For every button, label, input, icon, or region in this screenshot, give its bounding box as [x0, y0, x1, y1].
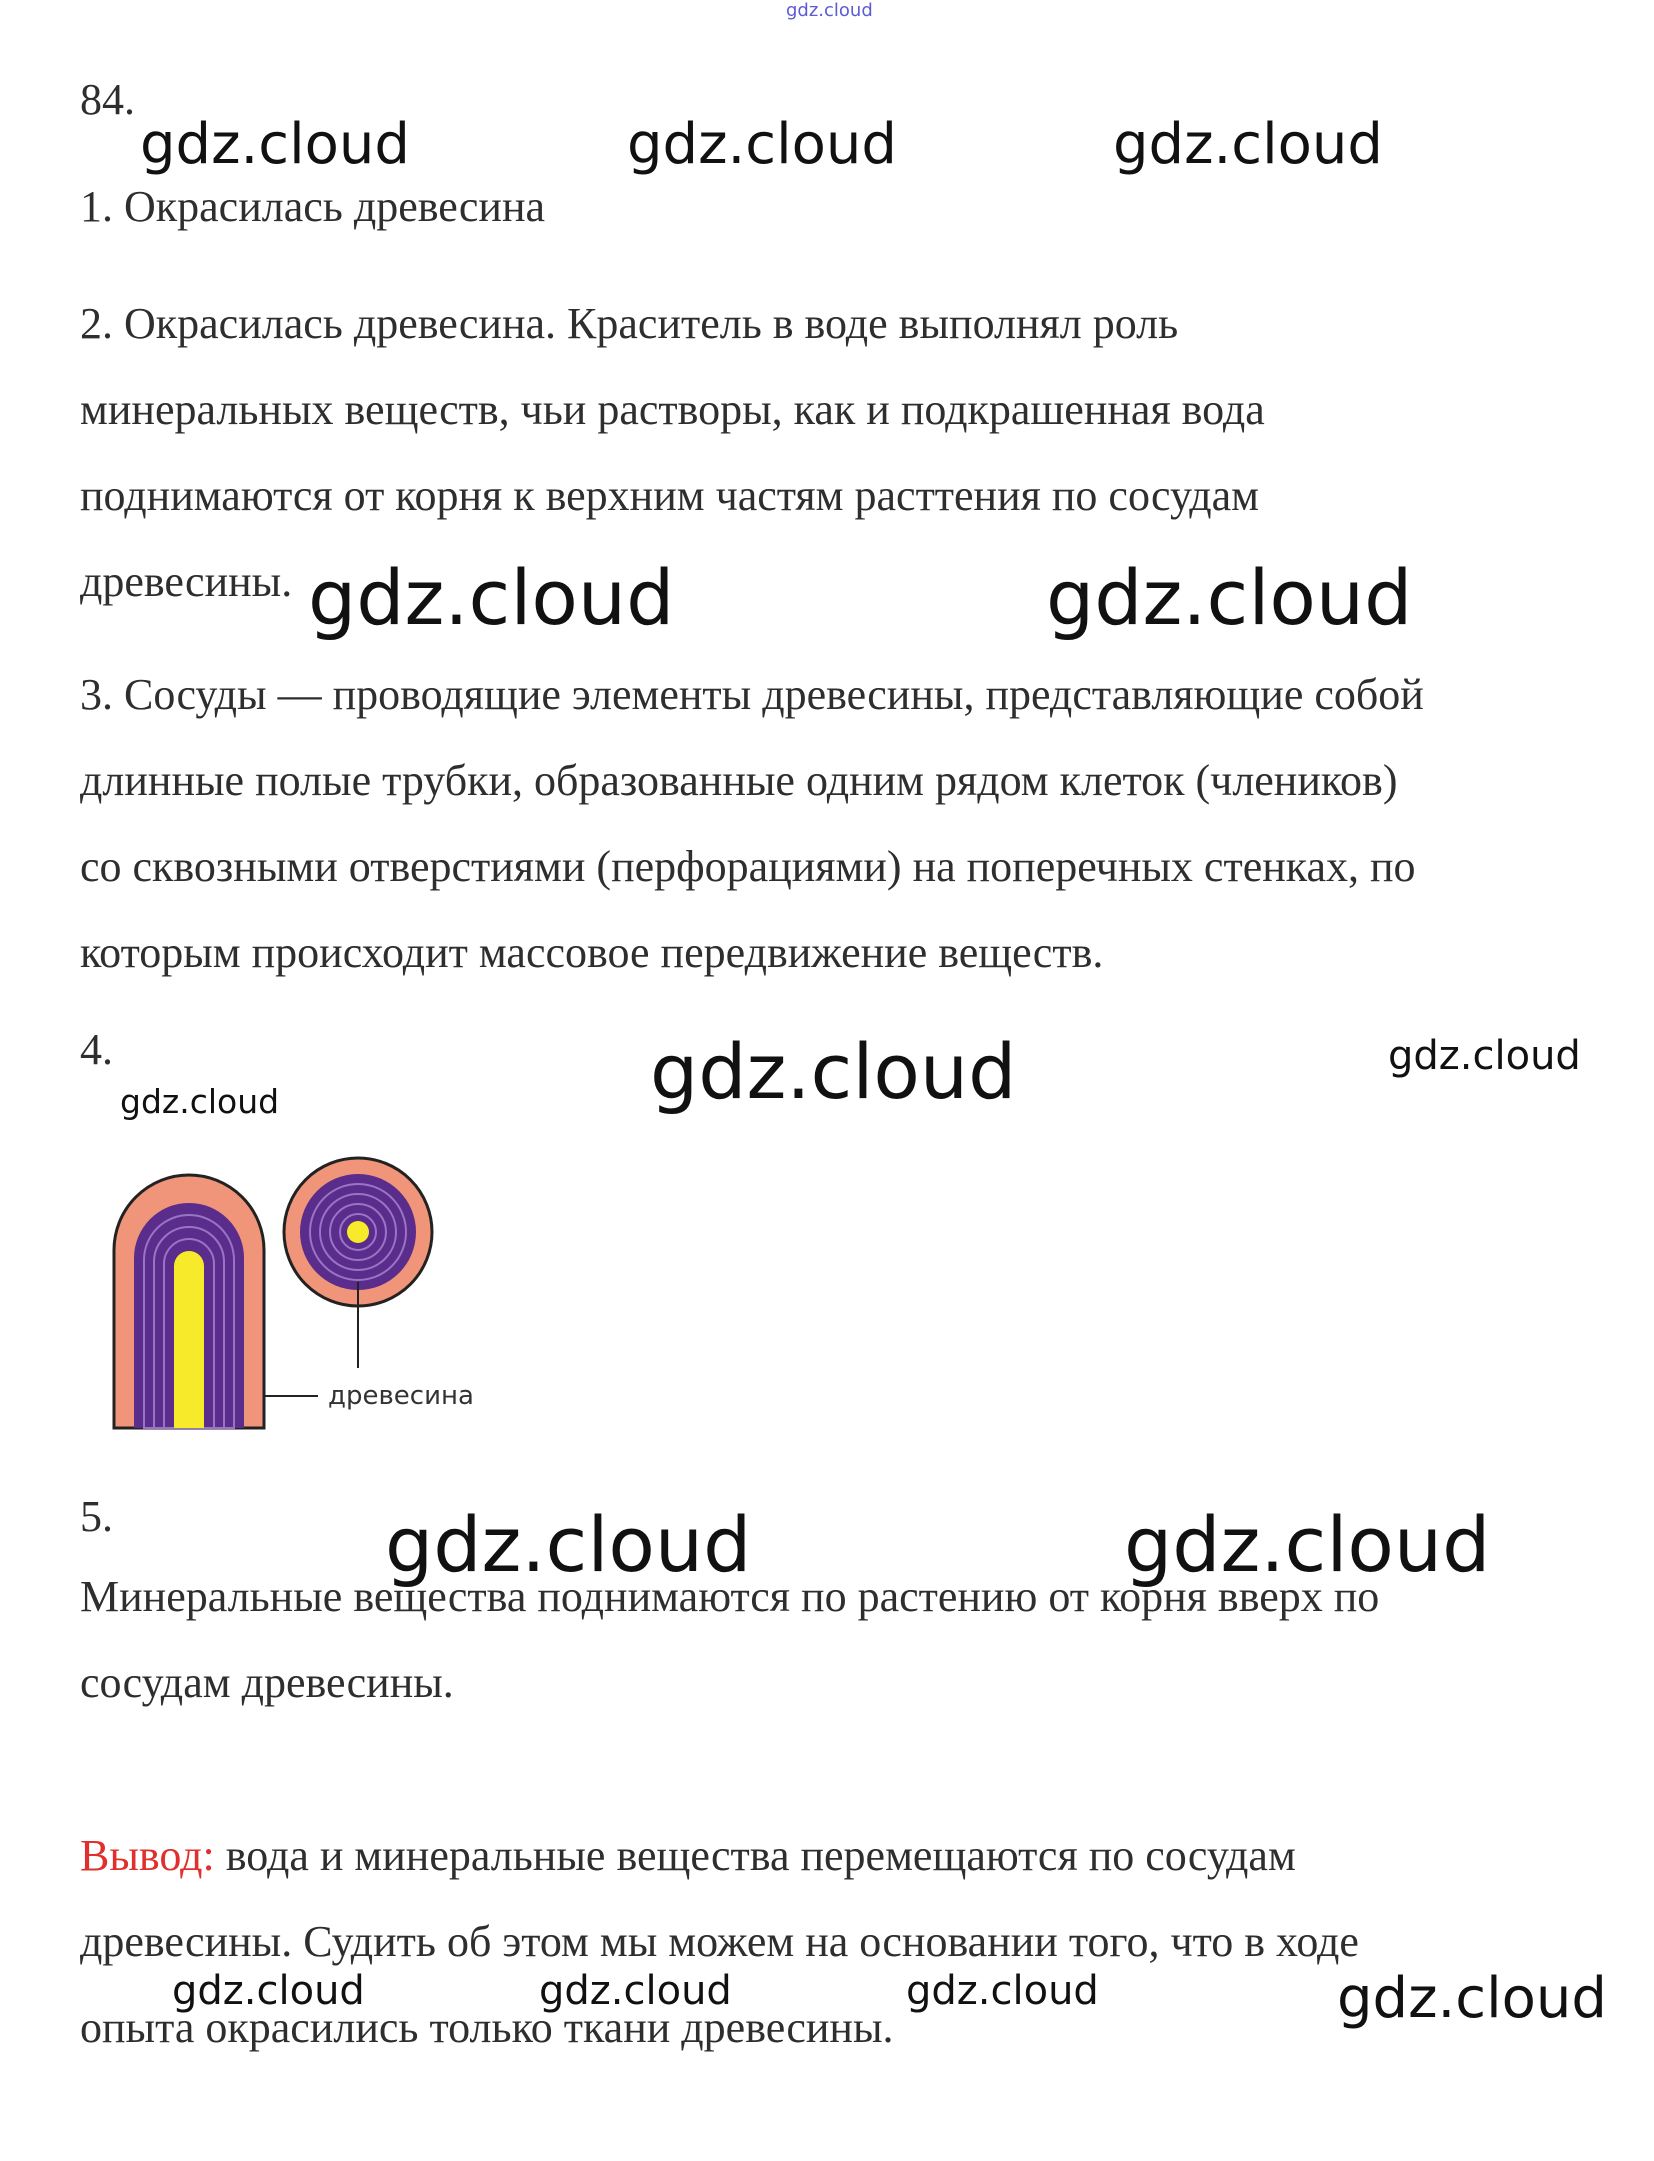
- conclusion-line-3: опыта окрасились только ткани древесины.: [80, 2003, 894, 2052]
- answer-item-3-line-2: длинные полые трубки, образованные одним рядом клеток (члеников): [80, 756, 1398, 805]
- answer-item-5-line-1: Минеральные вещества поднимаются по растению от корня вверх по: [80, 1572, 1380, 1621]
- answer-item-2-line-1: 2. Окрасилась древесина. Краситель в воде выполнял роль: [80, 299, 1179, 348]
- conclusion-line-1: [80, 1812, 1296, 1899]
- answer-item-2-line-4: древесины.: [80, 557, 293, 606]
- figure-label-wood: древесина: [328, 1381, 474, 1411]
- answer-item-3-line-3: со сквозными отверстиями (перфорациями) на поперечных стенках, по: [80, 842, 1416, 891]
- conclusion-label: Вывод:: [80, 1831, 215, 1880]
- answer-item-2-line-3: поднимаются от корня к верхним частям расттения по сосудам: [80, 471, 1259, 520]
- answer-item-3-line-1: 3. Сосуды — проводящие элементы древесины, представляющие собой: [80, 670, 1424, 719]
- watermark: gdz.cloud: [120, 1082, 280, 1121]
- watermark: gdz.cloud: [172, 1968, 365, 2014]
- watermark: gdz.cloud: [140, 112, 410, 177]
- answer-item-4-label: 4.: [80, 1025, 113, 1074]
- task-number: 84.: [80, 75, 135, 124]
- watermark: gdz.cloud: [1124, 1500, 1491, 1589]
- stem-longitudinal-section: [114, 1175, 264, 1428]
- watermark: gdz.cloud: [1337, 1966, 1607, 2031]
- answer-item-5-line-2: сосудам древесины.: [80, 1658, 454, 1707]
- answer-item-2-line-2: минеральных веществ, чьи растворы, как и подкрашенная вода: [80, 385, 1265, 434]
- wood-staining-figure: [108, 1150, 488, 1440]
- watermark: gdz.cloud: [627, 112, 897, 177]
- watermark: gdz.cloud: [539, 1968, 732, 2014]
- conclusion-text: вода и минеральные вещества перемещаются по сосудам: [214, 1831, 1296, 1880]
- conclusion-line-2: древесины. Судить об этом мы можем на основании того, что в ходе: [80, 1917, 1359, 1966]
- answer-item-1: 1. Окрасилась древесина: [80, 182, 546, 231]
- watermark: gdz.cloud: [906, 1968, 1099, 2014]
- watermark: gdz.cloud: [308, 553, 675, 642]
- watermark: gdz.cloud: [385, 1500, 752, 1589]
- watermark: gdz.cloud: [1388, 1033, 1581, 1079]
- header-watermark: gdz.cloud: [786, 0, 873, 21]
- watermark: gdz.cloud: [1113, 112, 1383, 177]
- answer-item-3-line-4: которым происходит массовое передвижение веществ.: [80, 928, 1104, 977]
- watermark: gdz.cloud: [1046, 553, 1413, 642]
- watermark: gdz.cloud: [650, 1027, 1017, 1116]
- answer-item-5-label: 5.: [80, 1492, 113, 1541]
